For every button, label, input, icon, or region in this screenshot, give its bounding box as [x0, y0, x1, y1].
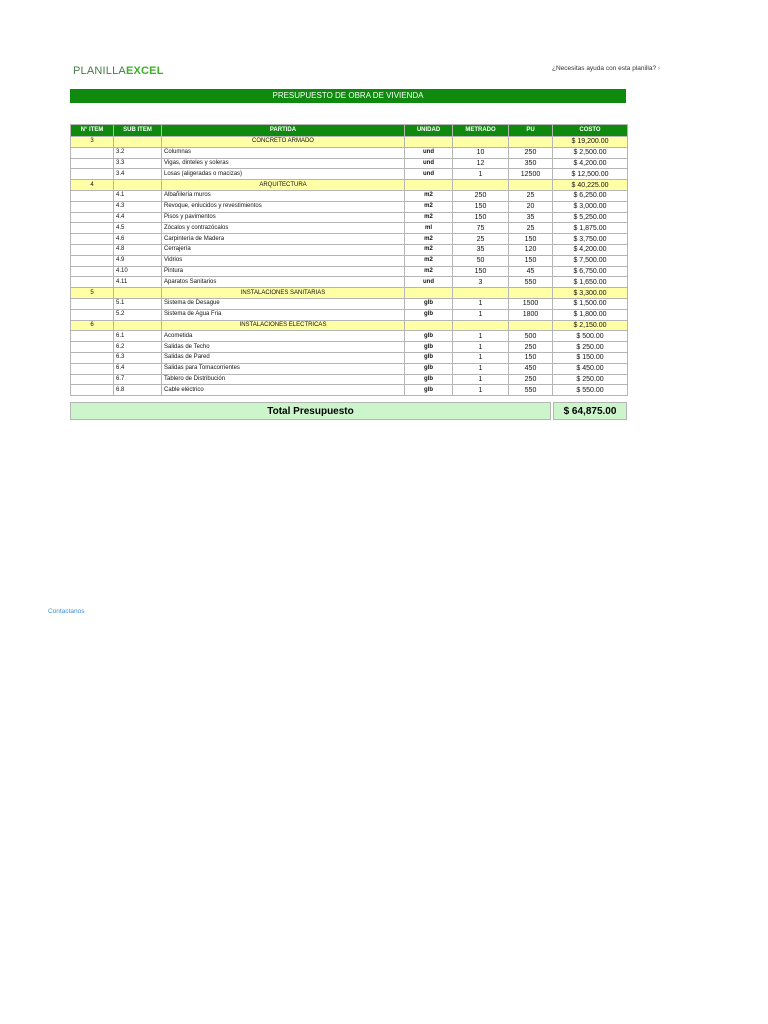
cell-partida[interactable]: Acometida: [162, 331, 405, 342]
cell-subitem[interactable]: [114, 180, 162, 191]
cell-unidad[interactable]: m2: [405, 190, 453, 201]
cell-pu[interactable]: 25: [509, 223, 553, 234]
cell-item[interactable]: [71, 244, 114, 255]
cell-section-title[interactable]: ARQUITECTURA: [162, 180, 405, 191]
cell-item[interactable]: [71, 234, 114, 245]
cell-item[interactable]: [71, 201, 114, 212]
cell-metrado[interactable]: [453, 288, 509, 299]
cell-costo[interactable]: $ 4,200.00: [553, 244, 628, 255]
cell-partida[interactable]: Tablero de Distribución: [162, 374, 405, 385]
cell-metrado[interactable]: 35: [453, 244, 509, 255]
cell-item[interactable]: 5: [71, 288, 114, 299]
cell-subitem[interactable]: 6.7: [114, 374, 162, 385]
cell-costo[interactable]: $ 2,500.00: [553, 147, 628, 158]
table-row: [71, 385, 628, 396]
cell-pu[interactable]: 35: [509, 212, 553, 223]
cell-item[interactable]: [71, 255, 114, 266]
cell-unidad[interactable]: m2: [405, 255, 453, 266]
cell-subitem[interactable]: 3.2: [114, 147, 162, 158]
total-label: Total Presupuesto: [70, 402, 551, 420]
cell-unidad[interactable]: m2: [405, 234, 453, 245]
cell-costo[interactable]: $ 40,225.00: [553, 180, 628, 191]
cell-pu[interactable]: 120: [509, 244, 553, 255]
cell-metrado[interactable]: 50: [453, 255, 509, 266]
cell-partida[interactable]: Cable eléctrico: [162, 385, 405, 396]
cell-costo[interactable]: $ 500.00: [553, 331, 628, 342]
cell-item[interactable]: [71, 212, 114, 223]
cell-item[interactable]: [71, 309, 114, 320]
cell-metrado[interactable]: 250: [453, 190, 509, 201]
table-row: [71, 201, 628, 212]
cell-partida[interactable]: Aparatos Sanitarios: [162, 277, 405, 288]
cell-unidad[interactable]: glb: [405, 342, 453, 353]
cell-pu[interactable]: 500: [509, 331, 553, 342]
cell-pu[interactable]: 250: [509, 374, 553, 385]
table-row: [71, 374, 628, 385]
cell-subitem[interactable]: 6.1: [114, 331, 162, 342]
cell-subitem[interactable]: [114, 288, 162, 299]
col-header-partida: PARTIDA: [162, 125, 405, 137]
cell-partida[interactable]: Carpintería de Madera: [162, 234, 405, 245]
cell-pu[interactable]: 150: [509, 352, 553, 363]
cell-metrado[interactable]: 3: [453, 277, 509, 288]
cell-section-title[interactable]: CONCRETO ARMADO: [162, 137, 405, 148]
table-row: [71, 255, 628, 266]
cell-costo[interactable]: $ 1,500.00: [553, 298, 628, 309]
table-row: [71, 147, 628, 158]
table-row: [71, 277, 628, 288]
cell-subitem[interactable]: 5.1: [114, 298, 162, 309]
cell-metrado[interactable]: 75: [453, 223, 509, 234]
cell-metrado[interactable]: 150: [453, 201, 509, 212]
cell-metrado[interactable]: 25: [453, 234, 509, 245]
cell-partida[interactable]: Vigas, dinteles y soleras: [162, 158, 405, 169]
cell-subitem[interactable]: 4.11: [114, 277, 162, 288]
cell-metrado[interactable]: 1: [453, 309, 509, 320]
col-header-item: N° ITEM: [71, 125, 114, 137]
cell-pu[interactable]: [509, 288, 553, 299]
cell-unidad[interactable]: glb: [405, 309, 453, 320]
cell-metrado[interactable]: 1: [453, 363, 509, 374]
cell-partida[interactable]: Pisos y pavimentos: [162, 212, 405, 223]
cell-unidad[interactable]: und: [405, 169, 453, 180]
cell-item[interactable]: [71, 385, 114, 396]
cell-subitem[interactable]: 6.8: [114, 385, 162, 396]
budget-table: [70, 124, 628, 396]
cell-costo[interactable]: $ 250.00: [553, 374, 628, 385]
cell-pu[interactable]: 550: [509, 385, 553, 396]
cell-unidad[interactable]: und: [405, 147, 453, 158]
cell-item[interactable]: [71, 331, 114, 342]
cell-pu[interactable]: 250: [509, 147, 553, 158]
cell-metrado[interactable]: 1: [453, 169, 509, 180]
cell-item[interactable]: [71, 169, 114, 180]
cell-partida[interactable]: Cerrajería: [162, 244, 405, 255]
cell-partida[interactable]: Pintura: [162, 266, 405, 277]
cell-pu[interactable]: [509, 320, 553, 331]
cell-subitem[interactable]: 4.6: [114, 234, 162, 245]
cell-unidad[interactable]: m2: [405, 212, 453, 223]
table-row: [71, 352, 628, 363]
cell-item[interactable]: [71, 158, 114, 169]
cell-item[interactable]: 4: [71, 180, 114, 191]
cell-metrado[interactable]: 1: [453, 385, 509, 396]
cell-partida[interactable]: Salidas de Techo: [162, 342, 405, 353]
table-row: [71, 331, 628, 342]
cell-item[interactable]: [71, 363, 114, 374]
col-header-subitem: SUB ITEM: [114, 125, 162, 137]
cell-subitem[interactable]: 5.2: [114, 309, 162, 320]
cell-unidad[interactable]: [405, 137, 453, 148]
cell-costo[interactable]: $ 12,500.00: [553, 169, 628, 180]
cell-costo[interactable]: $ 2,150.00: [553, 320, 628, 331]
table-row: [71, 234, 628, 245]
cell-partida[interactable]: Vidrios: [162, 255, 405, 266]
cell-unidad[interactable]: m2: [405, 201, 453, 212]
cell-section-title[interactable]: INSTALACIONES ELECTRICAS: [162, 320, 405, 331]
cell-pu[interactable]: [509, 137, 553, 148]
cell-costo[interactable]: $ 6,750.00: [553, 266, 628, 277]
cell-item[interactable]: [71, 352, 114, 363]
cell-costo[interactable]: $ 6,250.00: [553, 190, 628, 201]
cell-subitem[interactable]: [114, 137, 162, 148]
cell-item[interactable]: [71, 298, 114, 309]
contact-link[interactable]: Contactanos: [48, 608, 85, 615]
cell-pu[interactable]: 150: [509, 234, 553, 245]
cell-metrado[interactable]: 150: [453, 266, 509, 277]
cell-partida[interactable]: Salidas para Tomacorrientes: [162, 363, 405, 374]
cell-costo[interactable]: $ 7,500.00: [553, 255, 628, 266]
cell-costo[interactable]: $ 550.00: [553, 385, 628, 396]
cell-subitem[interactable]: 3.3: [114, 158, 162, 169]
cell-pu[interactable]: [509, 180, 553, 191]
table-row: [71, 266, 628, 277]
table-row: [71, 158, 628, 169]
help-link[interactable]: [552, 65, 660, 72]
cell-subitem[interactable]: 6.4: [114, 363, 162, 374]
table-row: [71, 223, 628, 234]
cell-unidad[interactable]: glb: [405, 352, 453, 363]
cell-item[interactable]: 6: [71, 320, 114, 331]
cell-unidad[interactable]: [405, 320, 453, 331]
cell-unidad[interactable]: m2: [405, 266, 453, 277]
cell-pu[interactable]: 150: [509, 255, 553, 266]
cell-section-title[interactable]: INSTALACIONES SANITARIAS: [162, 288, 405, 299]
cell-metrado[interactable]: 12: [453, 158, 509, 169]
cell-metrado[interactable]: 1: [453, 374, 509, 385]
table-header-row: [71, 125, 628, 137]
chevron-right-icon: ›: [657, 65, 661, 72]
cell-metrado[interactable]: 1: [453, 352, 509, 363]
cell-unidad[interactable]: [405, 288, 453, 299]
cell-costo[interactable]: $ 3,300.00: [553, 288, 628, 299]
cell-subitem[interactable]: 4.4: [114, 212, 162, 223]
cell-item[interactable]: [71, 277, 114, 288]
cell-costo[interactable]: $ 150.00: [553, 352, 628, 363]
cell-item[interactable]: [71, 342, 114, 353]
cell-item[interactable]: [71, 147, 114, 158]
cell-subitem[interactable]: 6.3: [114, 352, 162, 363]
total-row: [70, 402, 627, 420]
cell-pu[interactable]: 1500: [509, 298, 553, 309]
table-row: [71, 342, 628, 353]
col-header-costo: COSTO: [553, 125, 628, 137]
cell-metrado[interactable]: 1: [453, 331, 509, 342]
cell-unidad[interactable]: und: [405, 158, 453, 169]
cell-pu[interactable]: 350: [509, 158, 553, 169]
cell-pu[interactable]: 1800: [509, 309, 553, 320]
cell-costo[interactable]: $ 5,250.00: [553, 212, 628, 223]
cell-subitem[interactable]: 6.2: [114, 342, 162, 353]
cell-subitem[interactable]: 4.9: [114, 255, 162, 266]
cell-pu[interactable]: 20: [509, 201, 553, 212]
cell-unidad[interactable]: glb: [405, 385, 453, 396]
cell-pu[interactable]: 45: [509, 266, 553, 277]
cell-unidad[interactable]: und: [405, 277, 453, 288]
cell-subitem[interactable]: 4.3: [114, 201, 162, 212]
cell-partida[interactable]: Albañilería muros: [162, 190, 405, 201]
cell-unidad[interactable]: glb: [405, 331, 453, 342]
cell-pu[interactable]: 25: [509, 190, 553, 201]
cell-item[interactable]: 3: [71, 137, 114, 148]
logo-text-planilla: PLANILLA: [73, 65, 126, 77]
cell-subitem[interactable]: 4.10: [114, 266, 162, 277]
cell-item[interactable]: [71, 374, 114, 385]
cell-costo[interactable]: $ 3,000.00: [553, 201, 628, 212]
table-row: [71, 298, 628, 309]
cell-costo[interactable]: $ 450.00: [553, 363, 628, 374]
cell-unidad[interactable]: m2: [405, 244, 453, 255]
table-row: [71, 244, 628, 255]
help-link-label: ¿Necesitas ayuda con esta planilla?: [552, 65, 657, 72]
cell-partida[interactable]: Sistema de Agua Fria: [162, 309, 405, 320]
cell-unidad[interactable]: glb: [405, 363, 453, 374]
cell-costo[interactable]: $ 250.00: [553, 342, 628, 353]
cell-unidad[interactable]: glb: [405, 374, 453, 385]
col-header-unidad: UNIDAD: [405, 125, 453, 137]
cell-pu[interactable]: 450: [509, 363, 553, 374]
section-row: [71, 180, 628, 191]
total-value[interactable]: $ 64,875.00: [553, 402, 627, 420]
cell-subitem[interactable]: 4.8: [114, 244, 162, 255]
cell-costo[interactable]: $ 1,875.00: [553, 223, 628, 234]
cell-costo[interactable]: $ 4,200.00: [553, 158, 628, 169]
cell-subitem[interactable]: 3.4: [114, 169, 162, 180]
cell-subitem[interactable]: 4.5: [114, 223, 162, 234]
cell-partida[interactable]: Salidas de Pared: [162, 352, 405, 363]
cell-metrado[interactable]: [453, 320, 509, 331]
cell-pu[interactable]: 550: [509, 277, 553, 288]
table-row: [71, 363, 628, 374]
table-row: [71, 309, 628, 320]
cell-metrado[interactable]: [453, 180, 509, 191]
cell-unidad[interactable]: glb: [405, 298, 453, 309]
cell-pu[interactable]: 250: [509, 342, 553, 353]
table-row: [71, 169, 628, 180]
cell-partida[interactable]: Sistema de Desague: [162, 298, 405, 309]
col-header-pu: PU: [509, 125, 553, 137]
table-row: [71, 212, 628, 223]
cell-partida[interactable]: Columnas: [162, 147, 405, 158]
cell-costo[interactable]: $ 3,750.00: [553, 234, 628, 245]
table-row: [71, 190, 628, 201]
cell-metrado[interactable]: 1: [453, 342, 509, 353]
cell-unidad[interactable]: [405, 180, 453, 191]
cell-unidad[interactable]: ml: [405, 223, 453, 234]
cell-item[interactable]: [71, 190, 114, 201]
cell-item[interactable]: [71, 266, 114, 277]
section-row: [71, 288, 628, 299]
cell-costo[interactable]: $ 1,650.00: [553, 277, 628, 288]
cell-subitem[interactable]: [114, 320, 162, 331]
cell-partida[interactable]: Zócalos y contrazócalos: [162, 223, 405, 234]
cell-costo[interactable]: $ 1,800.00: [553, 309, 628, 320]
cell-partida[interactable]: Losas (aligeradas o macizas): [162, 169, 405, 180]
cell-metrado[interactable]: [453, 137, 509, 148]
cell-costo[interactable]: $ 19,200.00: [553, 137, 628, 148]
budget-title: PRESUPUESTO DE OBRA DE VIVIENDA: [70, 89, 626, 103]
cell-pu[interactable]: 12500: [509, 169, 553, 180]
logo-text-excel: EXCEL: [125, 65, 164, 77]
section-row: [71, 137, 628, 148]
brand-logo[interactable]: [73, 65, 164, 77]
cell-subitem[interactable]: 4.1: [114, 190, 162, 201]
cell-metrado[interactable]: 1: [453, 298, 509, 309]
col-header-metrado: METRADO: [453, 125, 509, 137]
cell-metrado[interactable]: 150: [453, 212, 509, 223]
cell-metrado[interactable]: 10: [453, 147, 509, 158]
cell-item[interactable]: [71, 223, 114, 234]
cell-partida[interactable]: Revoque, enlucidos y revestimientos: [162, 201, 405, 212]
section-row: [71, 320, 628, 331]
